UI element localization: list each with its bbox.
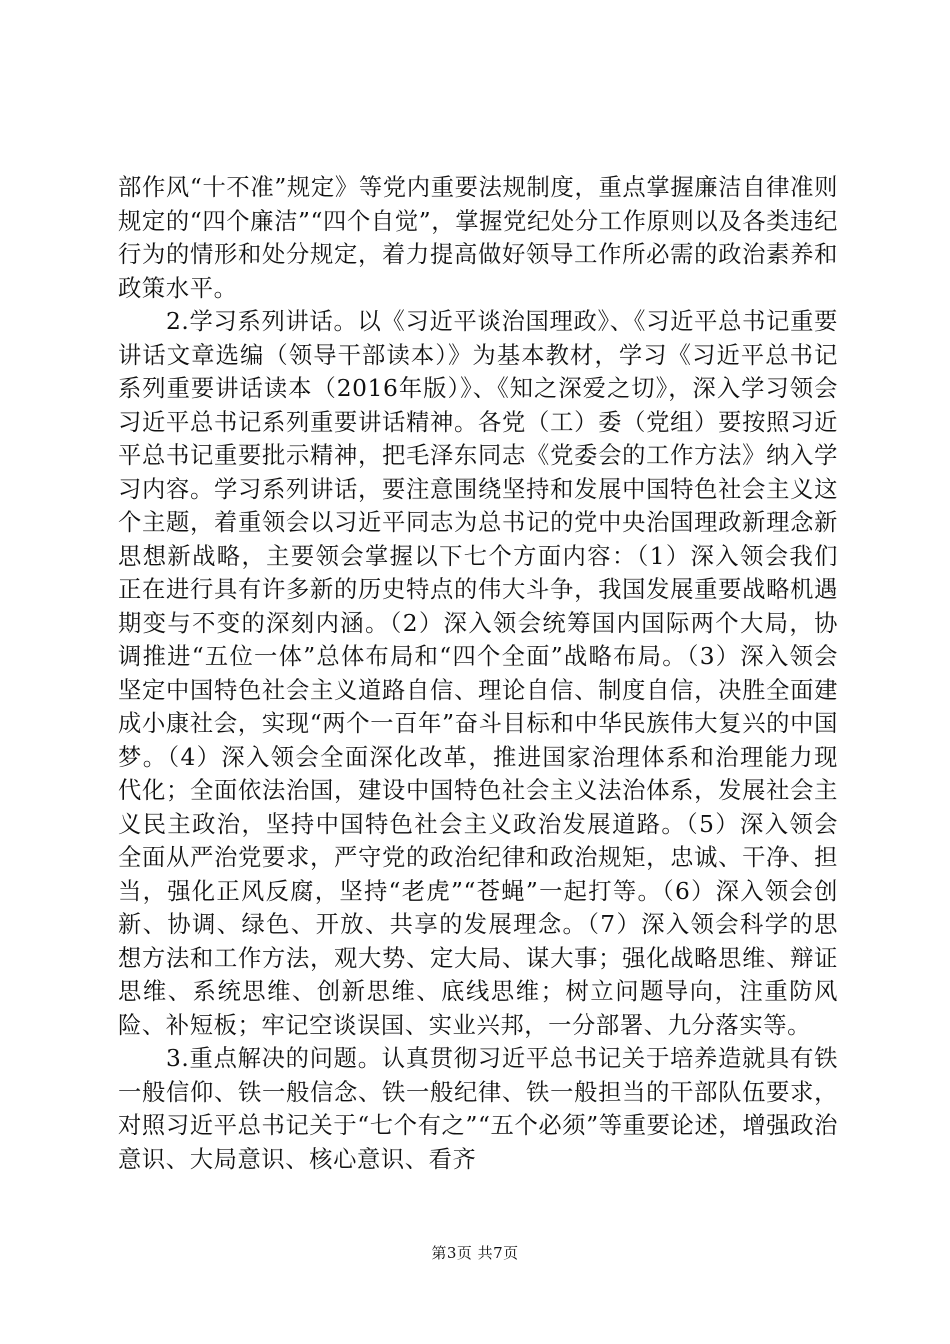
paragraph-key-problems: 3.重点解决的问题。认真贯彻习近平总书记关于培养造就具有铁一般信仰、铁一般信念、铁一般纪律、铁一般担当的干部队伍要求，对照习近平总书记关于“七个有之”“五个必须”等重要论述，增强政治意识、大局意识、核心意识、看齐 xyxy=(118,1045,838,1173)
paragraph-study-speeches: 2.学习系列讲话。以《习近平谈治国理政》、《习近平总书记重要讲话文章选编（领导干部读本）》为基本教材，学习《习近平总书记系列重要讲话读本（2016年版）》、《知之深爱之切》，深入学习领会习近平总书记系列重要讲话精神。各党（工）委（党组）要按照习近平总书记重要批示精神，把毛泽东同志《党委会的工作方法》纳入学习内容。学习系列讲话，要注意围绕坚持和发展中国特色社会主义这个主题，着重领会以习近平同志为总书记的党中央治国理政新理念新思想新战略，主要领会掌握以下七个方面内容：（1）深入领会我们正在进行具有许多新的历史特点的伟大斗争，我国发展重要战略机遇期变与不变的深刻内涵。（2）深入领会统筹国内国际两个大局，协调推进“五位一体”总体布局和“四个全面”战略布局。（3）深入领会坚定中国特色社会主义道路自信、理论自信、制度自信，决胜全面建成小康社会，实现“两个一百年”奋斗目标和中华民族伟大复兴的中国梦。（4）深入领会全面深化改革，推进国家治理体系和治理能力现代化；全面依法治国，建设中国特色社会主义法治体系，发展社会主义民主政治，坚持中国特色社会主义政治发展道路。（5）深入领会全面从严治党要求，严守党的政治纪律和政治规矩，忠诚、干净、担当，强化正风反腐，坚持“老虎”“苍蝇”一起打等。（6）深入领会创新、协调、绿色、开放、共享的发展理念。（7）深入领会科学的思想方法和工作方法，观大势、定大局、谋大事；强化战略思维、辩证思维、系统思维、创新思维、底线思维；树立问题导向，注重防风险、补短板；牢记空谈误国、实业兴邦，一分部署、九分落实等。 xyxy=(118,308,838,1039)
paragraph-continued: 部作风“十不准”规定》等党内重要法规制度，重点掌握廉洁自律准则规定的“四个廉洁”“四个自觉”，掌握党纪处分工作原则以及各类违纪行为的情形和处分规定，着力提高做好领导工作所必需的政治素养和政策水平。 xyxy=(118,174,838,302)
document-body xyxy=(118,171,838,1176)
page-footer: 第3页 共7页 xyxy=(431,1244,519,1262)
